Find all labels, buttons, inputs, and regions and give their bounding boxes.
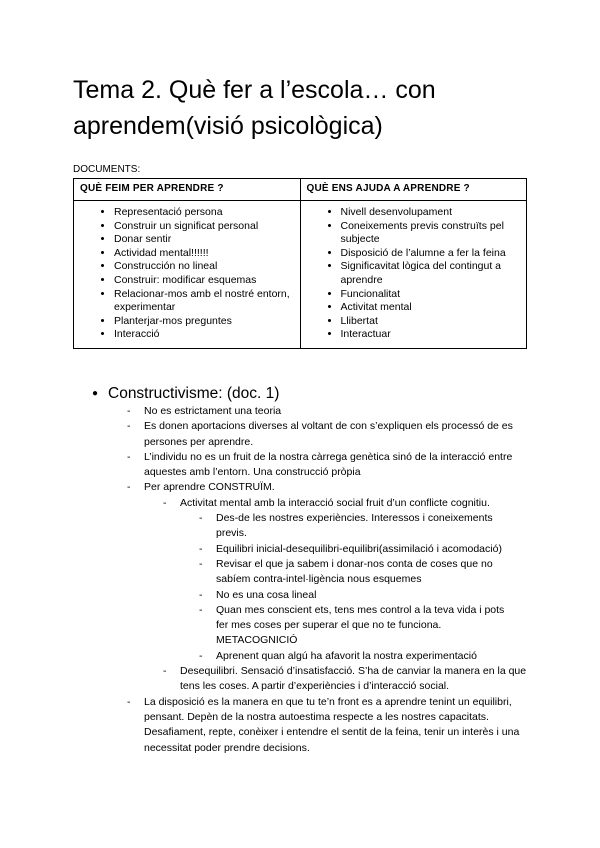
list-item: • Construir: modificar esquemas [114,274,294,288]
list-item: • Planterjar-mos preguntes [114,315,294,329]
list-item: - Per aprendre CONSTRUÏM. - Activitat mental amb la interacció social fruit d’un conflicte cognitiu. - Des-de les nostres experiències. Interessos i coneixements previs. - Equilibri inicial-desequilibri-equilibri(assimilació i acomodació) - Revisar el que ja sabem i donar-nos conta de coses que no sabíem contra-intel·ligència nous esquemes - No es una cosa lineal - Quan mes conscient ets, tens mes control a la teva vida i pots fer mes coses per superar el que no te funciona. METACOGNICIÓ - Aprenent quan algú ha afavorit la nostra experimentació - Desequilibri. Sensació d’insatisfacció. S’ha de canviar la manera en la que tens les coses. A partir d’experiències i d’interacció social. [144,480,527,694]
list-item: - Revisar el que ja sabem i donar-nos conta de coses que no sabíem contra-intel·ligència nous esquemes [199,557,493,586]
list-item: • Coneixements previs construïts pel subjecte [341,220,521,247]
list-item: - Es donen aportacions diverses al voltant de con s’expliquen els processó de es persones per aprendre. [127,420,513,448]
table-header-what-we-do: QUÈ FEIM PER APRENDRE ? [74,179,301,201]
list-item: - La disposició es la manera en que tu te’n front es a aprendre tenint un equilibri, pensant. Depèn de la nostra autoestima respecte a les nostres capacitats. Desafiament, repte, conèixer i entendre el sentit de la feina, tenir un interès i una necessitat poder prendre decisions. [127,695,520,754]
list-item: - Equilibri inicial-desequilibri-equilibri(assimilació i acomodació) [199,542,502,555]
list-item: • Actividad mental!!!!!! [114,247,294,261]
documents-table [73,178,527,349]
list-item: - Des-de les nostres experiències. Interessos i coneixements previs. [199,512,493,540]
list-item: - Quan mes conscient ets, tens mes control a la teva vida i pots fer mes coses per superar el que no te funciona. METACOGNICIÓ [199,603,505,647]
list-item: • Significavitat lògica del contingut a aprendre [341,260,521,287]
page-title: Tema 2. Què fer a l’escola… con aprendem(visió psicològica) [73,76,436,140]
list-item: • Funcionalitat [341,288,521,302]
level2-list [163,496,527,695]
list-item: • Interacció [114,328,294,342]
section-heading: ● Constructivisme: (doc. 1) [92,384,532,404]
list-item: • Donar sentir [114,233,294,247]
level3-list [199,511,512,664]
list-item: • Construir un significat personal [114,220,294,234]
list-item: - No es estrictament una teoria [127,405,282,417]
table-cell-col2 [300,201,527,349]
list-item: • Activitat mental [341,301,521,315]
list-item: • Representació persona [114,206,294,220]
table-header-what-helps: QUÈ ENS AJUDA A APRENDRE ? [300,179,527,201]
list-item: - Desequilibri. Sensació d’insatisfacció. S’ha de canviar la manera en la que tens les coses. A partir d’experiències i d’interacció social. [163,665,527,693]
list-item: - L’individu no es un fruit de la nostra càrrega genètica sinó de la interacció entre aquestes amb l’entorn. Una construcció pròpia [127,450,513,479]
list-item: • Nivell desenvolupament [341,206,521,220]
list-item: - Aprenent quan algú ha afavorit la nostra experimentació [199,649,477,662]
list-item: • Disposició de l’alumne a fer la feina [341,247,521,261]
list-item: • Construcción no lineal [114,260,294,274]
list-item: • Llibertat [341,315,521,329]
table-cell-col1 [74,201,301,349]
list-item: - Activitat mental amb la interacció social fruit d’un conflicte cognitiu. - Des-de les nostres experiències. Interessos i coneixements previs. - Equilibri inicial-desequilibri-equilibri(assimilació i acomodació) - Revisar el que ja sabem i donar-nos conta de coses que no sabíem contra-intel·ligència nous esquemes - No es una cosa lineal - Quan mes conscient ets, tens mes control a la teva vida i pots fer mes coses per superar el que no te funciona. METACOGNICIÓ - Aprenent quan algú ha afavorit la nostra experimentació [180,496,527,664]
constructivisme-section [92,384,532,756]
level1-list [127,404,527,756]
list-item: • Relacionar-mos amb el nostré entorn, experimentar [114,288,294,315]
list-item: • Interactuar [341,328,521,342]
list-item: - No es una cosa lineal [199,588,317,601]
documents-label: DOCUMENTS: [73,164,141,175]
